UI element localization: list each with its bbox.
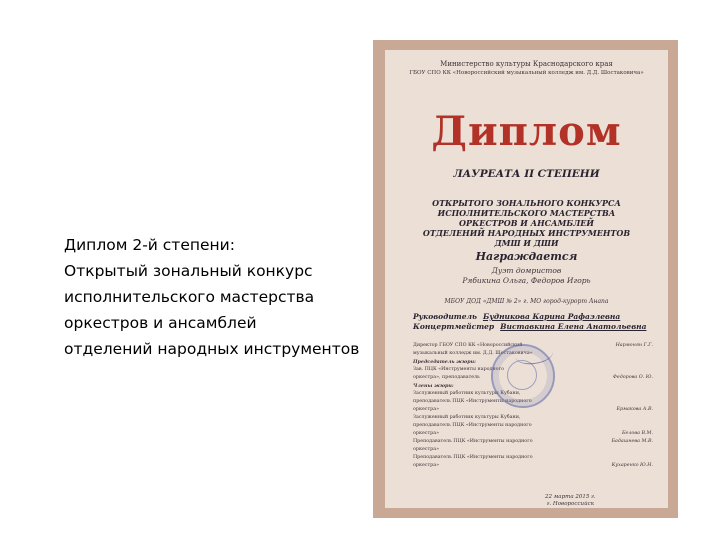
awarded-text: Награждается bbox=[475, 250, 578, 263]
competition-name bbox=[385, 198, 668, 248]
jury-name: Белова В.М. bbox=[622, 431, 653, 436]
jury-role: музыкальный колледж им. Д.Д. Шостаковича» bbox=[413, 351, 533, 356]
date-place bbox=[545, 494, 596, 508]
competition-line: ИСПОЛНИТЕЛЬСКОГО МАСТЕРСТВА bbox=[437, 208, 616, 218]
jury-role: Преподаватель ПЦК «Инструменты народного bbox=[413, 455, 533, 460]
jury-row bbox=[413, 446, 653, 454]
caption-line: оркестров и ансамблей bbox=[64, 314, 257, 332]
jury-name: Нармонян Г.Г. bbox=[615, 343, 653, 348]
jury-name: Федорова О. Ю. bbox=[612, 375, 653, 380]
jury-name: Кухаренко Ю.Н. bbox=[611, 463, 653, 468]
jury-name: Ермакова А.В. bbox=[616, 407, 653, 412]
date-text: 22 марта 2015 г. bbox=[545, 494, 596, 500]
jury-row bbox=[413, 422, 653, 430]
ensemble-name: Дуэт домристов bbox=[491, 266, 562, 275]
caption-line: исполнительского мастерства bbox=[64, 288, 315, 306]
leader-label: Руководитель bbox=[413, 312, 477, 321]
caption-text bbox=[64, 232, 364, 362]
ministry-line: ГБОУ СПО КК «Новороссийский музыкальный колледж им. Д.Д. Шостаковича» bbox=[409, 70, 644, 76]
competition-line: ОТКРЫТОГО ЗОНАЛЬНОГО КОНКУРСА bbox=[432, 198, 621, 208]
jury-role: оркестра» bbox=[413, 407, 440, 412]
jury-role: Председатель жюри: bbox=[413, 359, 476, 365]
jury-role: оркестра» bbox=[413, 463, 440, 468]
jury-row bbox=[413, 430, 653, 438]
competition-line: ОРКЕСТРОВ И АНСАМБЛЕЙ bbox=[459, 218, 594, 228]
jury-role: Заслуженный работник культуры Кубани, bbox=[413, 391, 521, 396]
ensemble-block bbox=[385, 266, 668, 286]
caption-line: Открытый зональный конкурс bbox=[64, 262, 313, 280]
ministry-header bbox=[385, 60, 668, 78]
competition-line: ОТДЕЛЕНИЙ НАРОДНЫХ ИНСТРУМЕНТОВ bbox=[422, 228, 631, 238]
jury-row bbox=[413, 438, 653, 446]
leaders-block bbox=[413, 312, 646, 332]
diploma-paper bbox=[385, 50, 668, 508]
jury-name: Бадашнева М.В. bbox=[611, 439, 653, 444]
jury-row bbox=[413, 454, 653, 462]
accompanist-name: Виставкина Елена Анатольевна bbox=[500, 322, 647, 331]
school-name: МБОУ ДОД «ДМШ № 2» г. МО город-курорт Анапа bbox=[444, 298, 609, 305]
diploma-title: Диплом bbox=[431, 108, 622, 155]
leader-name: Будникова Карина Рафаэлевна bbox=[482, 312, 621, 321]
accompanist-row bbox=[413, 322, 646, 332]
jury-role: Зав. ПЦК «Инструменты народного bbox=[413, 367, 504, 372]
jury-row bbox=[413, 414, 653, 422]
jury-row bbox=[413, 462, 653, 470]
jury-role: оркестра» bbox=[413, 447, 440, 452]
diploma-image bbox=[373, 40, 678, 518]
degree-text: ЛАУРЕАТА II СТЕПЕНИ bbox=[453, 168, 600, 180]
jury-role: Преподаватель ПЦК «Инструменты народного bbox=[413, 439, 533, 444]
jury-role: оркестра», преподаватель bbox=[413, 375, 480, 380]
caption-line: Диплом 2-й степени: bbox=[64, 236, 235, 254]
leader-row bbox=[413, 312, 646, 322]
ministry-line: Министерство культуры Краснодарского края bbox=[440, 60, 613, 68]
jury-role: Члены жюри: bbox=[413, 383, 454, 389]
competition-line: ДМШ И ДШИ bbox=[494, 238, 559, 248]
jury-role: преподаватель ПЦК «Инструменты народного bbox=[413, 423, 532, 428]
jury-role: Директор ГБОУ СПО КК «Новороссийский bbox=[413, 343, 523, 348]
place-text: г. Новороссийск bbox=[546, 501, 594, 507]
jury-role: Заслуженный работник культуры Кубани, bbox=[413, 415, 521, 420]
jury-role: преподаватель ПЦК «Инструменты народного bbox=[413, 399, 532, 404]
jury-role: оркестра» bbox=[413, 431, 440, 436]
performers-names: Рябикина Ольга, Федоров Игорь bbox=[462, 276, 591, 285]
seal-emblem bbox=[507, 360, 537, 390]
accompanist-label: Концертмейстер bbox=[413, 322, 495, 331]
caption-line: отделений народных инструментов bbox=[64, 340, 360, 358]
jury-row bbox=[413, 406, 653, 414]
